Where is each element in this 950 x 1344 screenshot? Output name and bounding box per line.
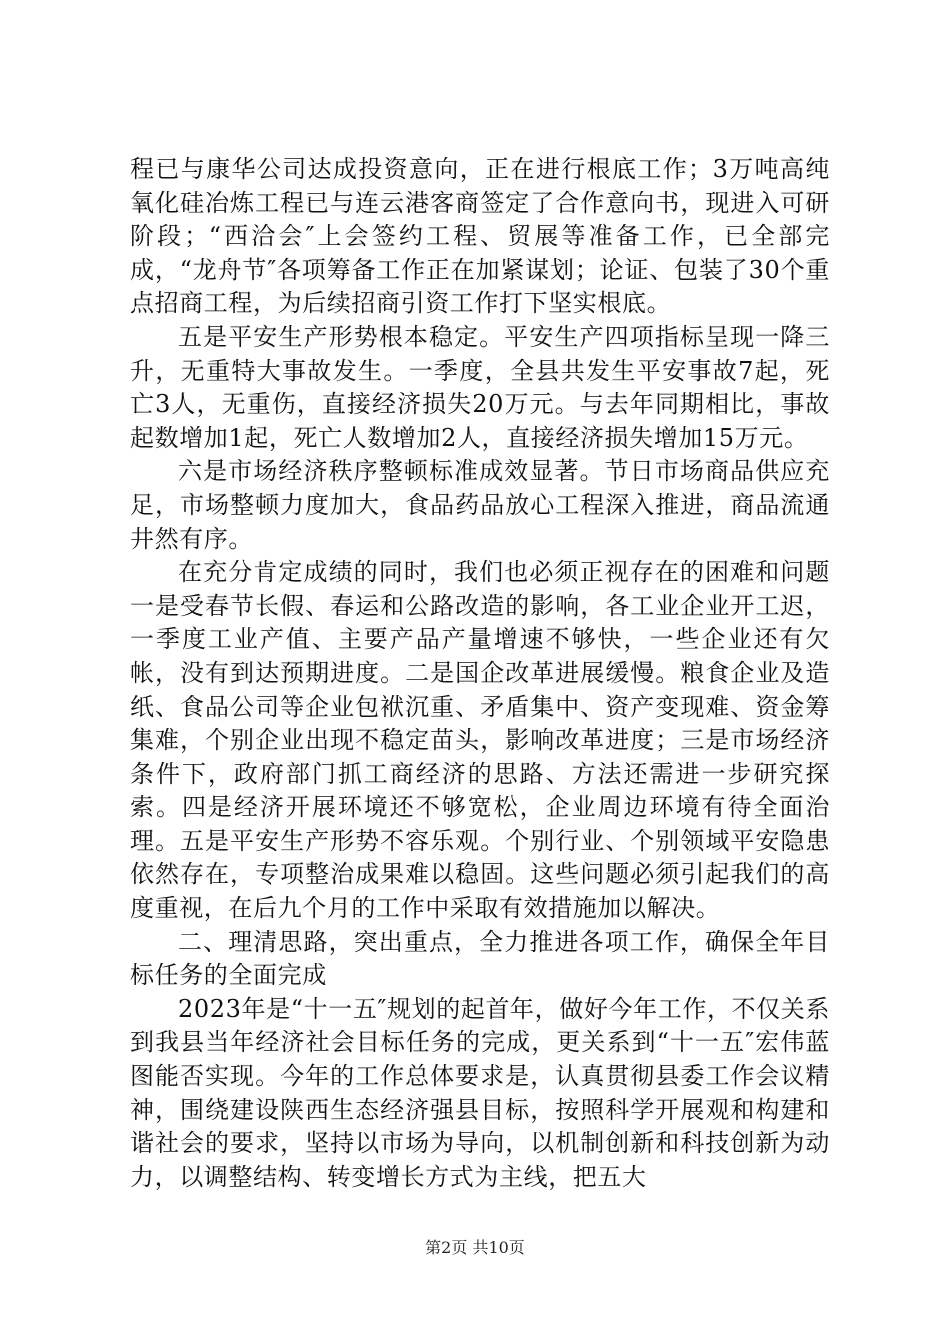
paragraph-3: 六是市场经济秩序整顿标准成效显著。节日市场商品供应充足，市场整顿力度加大，食品药品放心工程深入推进，商品流通井然有序。: [130, 457, 830, 553]
page-number-footer: 第2页 共10页: [425, 1238, 525, 1257]
document-body: [130, 153, 830, 1194]
paragraph-2: 五是平安生产形势根本稳定。平安生产四项指标呈现一降三升，无重特大事故发生。一季度，全县共发生平安事故7起，死亡3人，无重伤，直接经济损失20万元。与去年同期相比，事故起数增加1起，死亡人数增加2人，直接经济损失增加15万元。: [130, 322, 830, 452]
paragraph-4: 在充分肯定成绩的同时，我们也必须正视存在的困难和问题一是受春节长假、春运和公路改造的影响，各工业企业开工迟，一季度工业产值、主要产品产量增速不够快，一些企业还有欠帐，没有到达预期进度。二是国企改革进展缓慢。粮食企业及造纸、食品公司等企业包袱沉重、矛盾集中、资产变现难、资金筹集难，个别企业出现不稳定苗头，影响改革进度；三是市场经济条件下，政府部门抓工商经济的思路、方法还需进一步研究探索。四是经济开展环境还不够宽松，企业周边环境有待全面治理。五是平安生产形势不容乐观。个别行业、个别领域平安隐患依然存在，专项整治成果难以稳固。这些问题必须引起我们的高度重视，在后九个月的工作中采取有效措施加以解决。: [130, 558, 830, 923]
paragraph-5: 2023年是“十一五″规划的起首年，做好今年工作，不仅关系到我县当年经济社会目标任务的完成，更关系到“十一五″宏伟蓝图能否实现。今年的工作总体要求是，认真贯彻县委工作会议精神，围绕建设陕西生态经济强县目标，按照科学开展观和构建和谐社会的要求，坚持以市场为导向，以机制创新和科技创新为动力，以调整结构、转变增长方式为主线，把五大: [130, 994, 830, 1191]
section-heading: 二、理清思路，突出重点，全力推进各项工作，确保全年目标任务的全面完成: [130, 927, 830, 990]
paragraph-1: 程已与康华公司达成投资意向，正在进行根底工作；3万吨高纯氧化硅冶炼工程已与连云港客商签定了合作意向书，现进入可研阶段；“西洽会″上会签约工程、贸展等准备工作，已全部完成，“龙舟节″各项筹备工作正在加紧谋划；论证、包装了30个重点招商工程，为后续招商引资工作打下坚实根底。: [130, 155, 830, 318]
